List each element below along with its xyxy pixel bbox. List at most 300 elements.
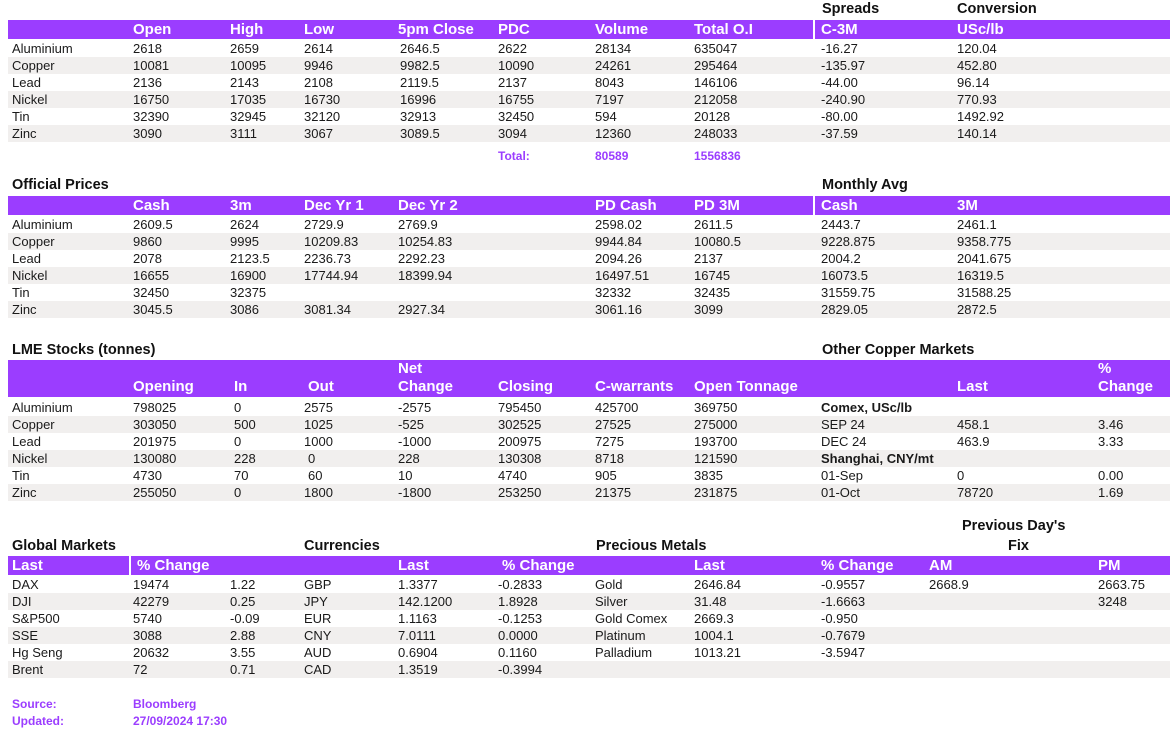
- col-currency-pct: % Change: [502, 557, 575, 574]
- cell: SEP 24: [821, 417, 865, 432]
- cell: 16497.51: [595, 268, 650, 283]
- table-row: [8, 40, 1170, 57]
- cell: 2443.7: [821, 217, 861, 232]
- table-row: [8, 593, 1170, 610]
- cell: -0.09: [230, 611, 260, 626]
- col-pct-change: Change: [1098, 378, 1154, 395]
- cell: 2123.5: [230, 251, 270, 266]
- cell: 2829.05: [821, 302, 868, 317]
- cell: 16745: [694, 268, 731, 283]
- metal-name: Zinc: [12, 126, 37, 141]
- cell: 452.80: [957, 58, 997, 73]
- col-out: Out: [308, 378, 334, 395]
- cell: 9946: [304, 58, 333, 73]
- cell: 1004.1: [694, 628, 734, 643]
- cell: 32913: [400, 109, 437, 124]
- cell: -135.97: [821, 58, 866, 73]
- cell: -3.5947: [821, 645, 866, 660]
- cell: 425700: [595, 400, 639, 415]
- market-header-row: [8, 20, 1170, 39]
- metal-name: Lead: [12, 434, 41, 449]
- table-row: [8, 467, 1170, 484]
- currencies-title: Currencies: [304, 538, 380, 554]
- cell: 4740: [498, 468, 527, 483]
- col-pct-top: %: [1098, 360, 1112, 377]
- index-name: SSE: [12, 628, 39, 643]
- col-closing: Closing: [498, 378, 553, 395]
- cell: 770.93: [957, 92, 997, 107]
- cell: 9995: [230, 234, 259, 249]
- col-5pm-close: 5pm Close: [398, 21, 474, 38]
- cell: 228: [234, 451, 256, 466]
- cell: 10209.83: [304, 234, 359, 249]
- cell: 1000: [304, 434, 333, 449]
- cell: 9860: [133, 234, 162, 249]
- cell: 2575: [304, 400, 333, 415]
- currency-name: AUD: [304, 645, 332, 660]
- col-total-oi: Total O.I: [694, 21, 753, 38]
- official-header-row: [8, 196, 1170, 215]
- cell: 9982.5: [400, 58, 440, 73]
- table-row: [8, 301, 1170, 318]
- col-global-pct: % Change: [137, 557, 210, 574]
- cell: -80.00: [821, 109, 858, 124]
- col-last: Last: [957, 378, 988, 395]
- cell: 905: [595, 468, 617, 483]
- updated-value: 27/09/2024 17:30: [133, 714, 228, 728]
- precious-metals-title: Precious Metals: [596, 538, 707, 554]
- cell: -525: [398, 417, 425, 432]
- cell: 16900: [230, 268, 267, 283]
- cell: 2461.1: [957, 217, 997, 232]
- cell: 20128: [694, 109, 731, 124]
- monthly-avg-title: Monthly Avg: [822, 177, 908, 193]
- cell: 2769.9: [398, 217, 438, 232]
- table-row: [8, 216, 1170, 233]
- cell: 2624: [230, 217, 259, 232]
- cell: 3090: [133, 126, 162, 141]
- col-opening: Opening: [133, 378, 194, 395]
- index-name: DAX: [12, 577, 39, 592]
- cell: 0: [234, 400, 242, 415]
- cell: 231875: [694, 485, 738, 500]
- table-row: [8, 250, 1170, 267]
- cell: 8718: [595, 451, 624, 466]
- index-name: S&P500: [12, 611, 60, 626]
- cell: 16073.5: [821, 268, 868, 283]
- cell: 0.1160: [498, 645, 537, 660]
- cell: 32375: [230, 285, 267, 300]
- cell: -0.950: [821, 611, 858, 626]
- cell: 458.1: [957, 417, 990, 432]
- col-open-tonnage: Open Tonnage: [694, 378, 798, 395]
- cell: 212058: [694, 92, 738, 107]
- table-row: [8, 233, 1170, 250]
- cell: 0: [308, 451, 316, 466]
- metal-name: Zinc: [12, 302, 37, 317]
- table-row: [8, 661, 1170, 678]
- cell: 2729.9: [304, 217, 344, 232]
- cell: -44.00: [821, 75, 858, 90]
- metal-name: Copper: [12, 234, 55, 249]
- cell: 1.1163: [398, 611, 437, 626]
- col-pdc: PDC: [498, 21, 530, 38]
- table-row: [8, 644, 1170, 661]
- cell: 253250: [498, 485, 542, 500]
- cell: 32390: [133, 109, 170, 124]
- cell: 1.8928: [498, 594, 538, 609]
- index-name: Hg Seng: [12, 645, 63, 660]
- cell: 3089.5: [400, 126, 440, 141]
- cell: 7275: [595, 434, 624, 449]
- cell: 3.33: [1098, 434, 1124, 449]
- cell: 2609.5: [133, 217, 173, 232]
- table-row: [8, 267, 1170, 284]
- cell: 228: [398, 451, 420, 466]
- col-currency-last: Last: [398, 557, 429, 574]
- metal-name: Lead: [12, 75, 41, 90]
- table-row: [8, 108, 1170, 125]
- index-name: DJI: [12, 594, 32, 609]
- cell: 2236.73: [304, 251, 351, 266]
- cell: 10254.83: [398, 234, 453, 249]
- cell: 1.22: [230, 577, 256, 592]
- cell: 248033: [694, 126, 738, 141]
- cell: 121590: [694, 451, 738, 466]
- cell: 0.6904: [398, 645, 438, 660]
- cell: 255050: [133, 485, 177, 500]
- cell: 2663.75: [1098, 577, 1145, 592]
- fix-title-line-2: Fix: [1008, 538, 1029, 554]
- cell: 31588.25: [957, 285, 1012, 300]
- cell: 2136: [133, 75, 162, 90]
- cell: -16.27: [821, 41, 858, 56]
- total-label: Total:: [498, 149, 530, 163]
- cell: 2078: [133, 251, 162, 266]
- col-cash: Cash: [133, 197, 170, 214]
- official-prices-title: Official Prices: [12, 177, 109, 193]
- cell: -0.2833: [498, 577, 543, 592]
- cell: 10080.5: [694, 234, 741, 249]
- table-row: [8, 74, 1170, 91]
- cell: -240.90: [821, 92, 866, 107]
- metal-name: Zinc: [12, 485, 37, 500]
- table-row: [8, 57, 1170, 74]
- cell: 0: [234, 434, 242, 449]
- global-markets-title: Global Markets: [12, 538, 116, 554]
- cell: 3835: [694, 468, 723, 483]
- cell: 2611.5: [694, 217, 733, 232]
- cell: 303050: [133, 417, 177, 432]
- stocks-header-row: [8, 360, 1170, 397]
- metal-name: Tin: [12, 285, 30, 300]
- cell: 32435: [694, 285, 731, 300]
- cell: 2646.5: [400, 41, 440, 56]
- cell: 3111: [230, 126, 257, 141]
- comex-label: Comex, USc/lb: [821, 400, 913, 415]
- cell: 3045.5: [133, 302, 173, 317]
- metal-name: Aluminium: [12, 41, 73, 56]
- table-row: [8, 416, 1170, 433]
- cell: 3086: [230, 302, 259, 317]
- table-row: [8, 450, 1170, 467]
- cell: 130080: [133, 451, 177, 466]
- cell: 0.25: [230, 594, 256, 609]
- cell: 3094: [498, 126, 527, 141]
- cell: -1000: [398, 434, 432, 449]
- cell: -0.3994: [498, 662, 543, 677]
- metal-name: Gold: [595, 577, 623, 592]
- col-global-last: Last: [12, 557, 43, 574]
- metal-name: Gold Comex: [595, 611, 668, 626]
- cell: 2292.23: [398, 251, 445, 266]
- metal-name: Tin: [12, 109, 30, 124]
- table-row: [8, 91, 1170, 108]
- cell: 275000: [694, 417, 738, 432]
- table-row: [8, 576, 1170, 593]
- table-row: [8, 484, 1170, 501]
- cell: 16755: [498, 92, 535, 107]
- cell: 32332: [595, 285, 632, 300]
- cell: 2872.5: [957, 302, 997, 317]
- col-in: In: [234, 378, 248, 395]
- cell: 3099: [694, 302, 723, 317]
- cell: 0: [234, 485, 242, 500]
- fix-title-line-1: Previous Day's: [962, 518, 1066, 534]
- cell: 3081.34: [304, 302, 351, 317]
- cell: 01-Sep: [821, 468, 863, 483]
- cell: 70: [234, 468, 249, 483]
- cell: 130308: [498, 451, 542, 466]
- cell: 2669.3: [694, 611, 734, 626]
- metal-name: Aluminium: [12, 217, 73, 232]
- table-row: [8, 284, 1170, 301]
- cell: 2108: [304, 75, 333, 90]
- source-value: Bloomberg: [133, 697, 197, 711]
- cell: 2618: [133, 41, 162, 56]
- cell: 9228.875: [821, 234, 876, 249]
- cell: 2119.5: [400, 75, 439, 90]
- cell: 21375: [595, 485, 632, 500]
- cell: 27525: [595, 417, 632, 432]
- cell: 140.14: [957, 126, 997, 141]
- cell: 19474: [133, 577, 170, 592]
- cell: 1.3519: [398, 662, 438, 677]
- cell: 295464: [694, 58, 738, 73]
- metal-name: Nickel: [12, 92, 48, 107]
- total-oi: 1556836: [694, 149, 741, 163]
- cell: 1025: [304, 417, 333, 432]
- table-row: [8, 610, 1170, 627]
- cell: 7.0111: [398, 628, 436, 643]
- cell: 32120: [304, 109, 341, 124]
- cell: 500: [234, 417, 256, 432]
- cell: 10: [398, 468, 413, 483]
- cell: 1800: [304, 485, 333, 500]
- cell: 60: [308, 468, 323, 483]
- cell: 0.0000: [498, 628, 538, 643]
- cell: 2143: [230, 75, 259, 90]
- cell: 31559.75: [821, 285, 876, 300]
- cell: 72: [133, 662, 148, 677]
- currency-name: EUR: [304, 611, 332, 626]
- other-copper-title: Other Copper Markets: [822, 342, 975, 358]
- cell: 1492.92: [957, 109, 1004, 124]
- cell: 01-Oct: [821, 485, 861, 500]
- cell: 2094.26: [595, 251, 642, 266]
- metal-name: Silver: [595, 594, 628, 609]
- cell: 3.55: [230, 645, 256, 660]
- cell: 32945: [230, 109, 267, 124]
- cell: -37.59: [821, 126, 858, 141]
- bottom-header-row: [8, 556, 1170, 575]
- cell: 16655: [133, 268, 170, 283]
- cell: 3067: [304, 126, 333, 141]
- cell: 0.71: [230, 662, 256, 677]
- cell: 16750: [133, 92, 170, 107]
- index-name: Brent: [12, 662, 44, 677]
- cell: 2668.9: [929, 577, 969, 592]
- cell: 2137: [694, 251, 723, 266]
- col-open: Open: [133, 21, 172, 38]
- col-net-top: Net: [398, 360, 423, 377]
- cell: 201975: [133, 434, 177, 449]
- cell: 1.69: [1098, 485, 1124, 500]
- cell: 798025: [133, 400, 177, 415]
- col-usc-lb: USc/lb: [957, 21, 1004, 38]
- cell: 17035: [230, 92, 267, 107]
- cell: 8043: [595, 75, 624, 90]
- cell: 20632: [133, 645, 170, 660]
- cell: 42279: [133, 594, 170, 609]
- metal-name: Palladium: [595, 645, 653, 660]
- cell: 3061.16: [595, 302, 642, 317]
- cell: 24261: [595, 58, 632, 73]
- currency-name: CAD: [304, 662, 332, 677]
- col-pd-3m: PD 3M: [694, 197, 740, 214]
- cell: 2137: [498, 75, 527, 90]
- metal-name: Copper: [12, 417, 55, 432]
- cell: 146106: [694, 75, 738, 90]
- cell: 28134: [595, 41, 632, 56]
- col-dec-yr-1: Dec Yr 1: [304, 197, 364, 214]
- cell: 16730: [304, 92, 341, 107]
- col-monthly-3m: 3M: [957, 197, 978, 214]
- col-c-warrants: C-warrants: [595, 378, 674, 395]
- col-low: Low: [304, 21, 334, 38]
- cell: 9944.84: [595, 234, 642, 249]
- cell: 2041.675: [957, 251, 1012, 266]
- table-row: [8, 627, 1170, 644]
- table-row: [8, 125, 1170, 142]
- cell: 16996: [400, 92, 437, 107]
- conversion-title: Conversion: [957, 1, 1037, 17]
- metal-name: Copper: [12, 58, 55, 73]
- cell: 96.14: [957, 75, 990, 90]
- col-volume: Volume: [595, 21, 649, 38]
- cell: -0.9557: [821, 577, 866, 592]
- cell: 1013.21: [694, 645, 741, 660]
- cell: 3248: [1098, 594, 1127, 609]
- cell: 369750: [694, 400, 738, 415]
- col-monthly-cash: Cash: [821, 197, 858, 214]
- source-label: Source:: [12, 697, 57, 711]
- cell: 0.00: [1098, 468, 1124, 483]
- metal-name: Tin: [12, 468, 30, 483]
- cell: 2646.84: [694, 577, 741, 592]
- col-fix-am: AM: [929, 557, 953, 574]
- cell: 3088: [133, 628, 162, 643]
- cell: 32450: [498, 109, 535, 124]
- metal-name: Nickel: [12, 268, 48, 283]
- cell: 1.3377: [398, 577, 438, 592]
- cell: 302525: [498, 417, 542, 432]
- metal-name: Nickel: [12, 451, 48, 466]
- cell: 0: [957, 468, 965, 483]
- cell: 3.46: [1098, 417, 1124, 432]
- cell: 10090: [498, 58, 535, 73]
- col-precious-last: Last: [694, 557, 725, 574]
- cell: 16319.5: [957, 268, 1004, 283]
- cell: 2598.02: [595, 217, 642, 232]
- cell: 193700: [694, 434, 738, 449]
- currency-name: GBP: [304, 577, 332, 592]
- col-dec-yr-2: Dec Yr 2: [398, 197, 458, 214]
- shanghai-label: Shanghai, CNY/mt: [821, 451, 934, 466]
- cell: DEC 24: [821, 434, 867, 449]
- col-c-3m: C-3M: [821, 21, 858, 38]
- cell: 2927.34: [398, 302, 445, 317]
- cell: 7197: [595, 92, 624, 107]
- cell: 9358.775: [957, 234, 1012, 249]
- col-fix-pm: PM: [1098, 557, 1121, 574]
- cell: 4730: [133, 468, 162, 483]
- cell: 5740: [133, 611, 162, 626]
- cell: 2622: [498, 41, 527, 56]
- col-pd-cash: PD Cash: [595, 197, 657, 214]
- cell: 2614: [304, 41, 333, 56]
- cell: -1.6663: [821, 594, 866, 609]
- cell: 18399.94: [398, 268, 453, 283]
- cell: 17744.94: [304, 268, 359, 283]
- cell: -0.1253: [498, 611, 543, 626]
- spreads-title: Spreads: [822, 1, 880, 17]
- col-precious-pct: % Change: [821, 557, 894, 574]
- cell: 32450: [133, 285, 170, 300]
- cell: 2004.2: [821, 251, 861, 266]
- cell: 31.48: [694, 594, 727, 609]
- lme-stocks-title: LME Stocks (tonnes): [12, 342, 156, 358]
- cell: 2.88: [230, 628, 256, 643]
- cell: 795450: [498, 400, 542, 415]
- currency-name: JPY: [304, 594, 328, 609]
- cell: -2575: [398, 400, 432, 415]
- cell: -0.7679: [821, 628, 866, 643]
- col-net-change: Change: [398, 378, 454, 395]
- col-high: High: [230, 21, 264, 38]
- cell: 463.9: [957, 434, 990, 449]
- cell: 12360: [595, 126, 632, 141]
- cell: 10081: [133, 58, 170, 73]
- metal-name: Aluminium: [12, 400, 73, 415]
- table-row: [8, 433, 1170, 450]
- cell: 200975: [498, 434, 542, 449]
- updated-label: Updated:: [12, 714, 64, 728]
- metal-name: Platinum: [595, 628, 646, 643]
- currency-name: CNY: [304, 628, 332, 643]
- cell: 142.1200: [398, 594, 453, 609]
- cell: -1800: [398, 485, 432, 500]
